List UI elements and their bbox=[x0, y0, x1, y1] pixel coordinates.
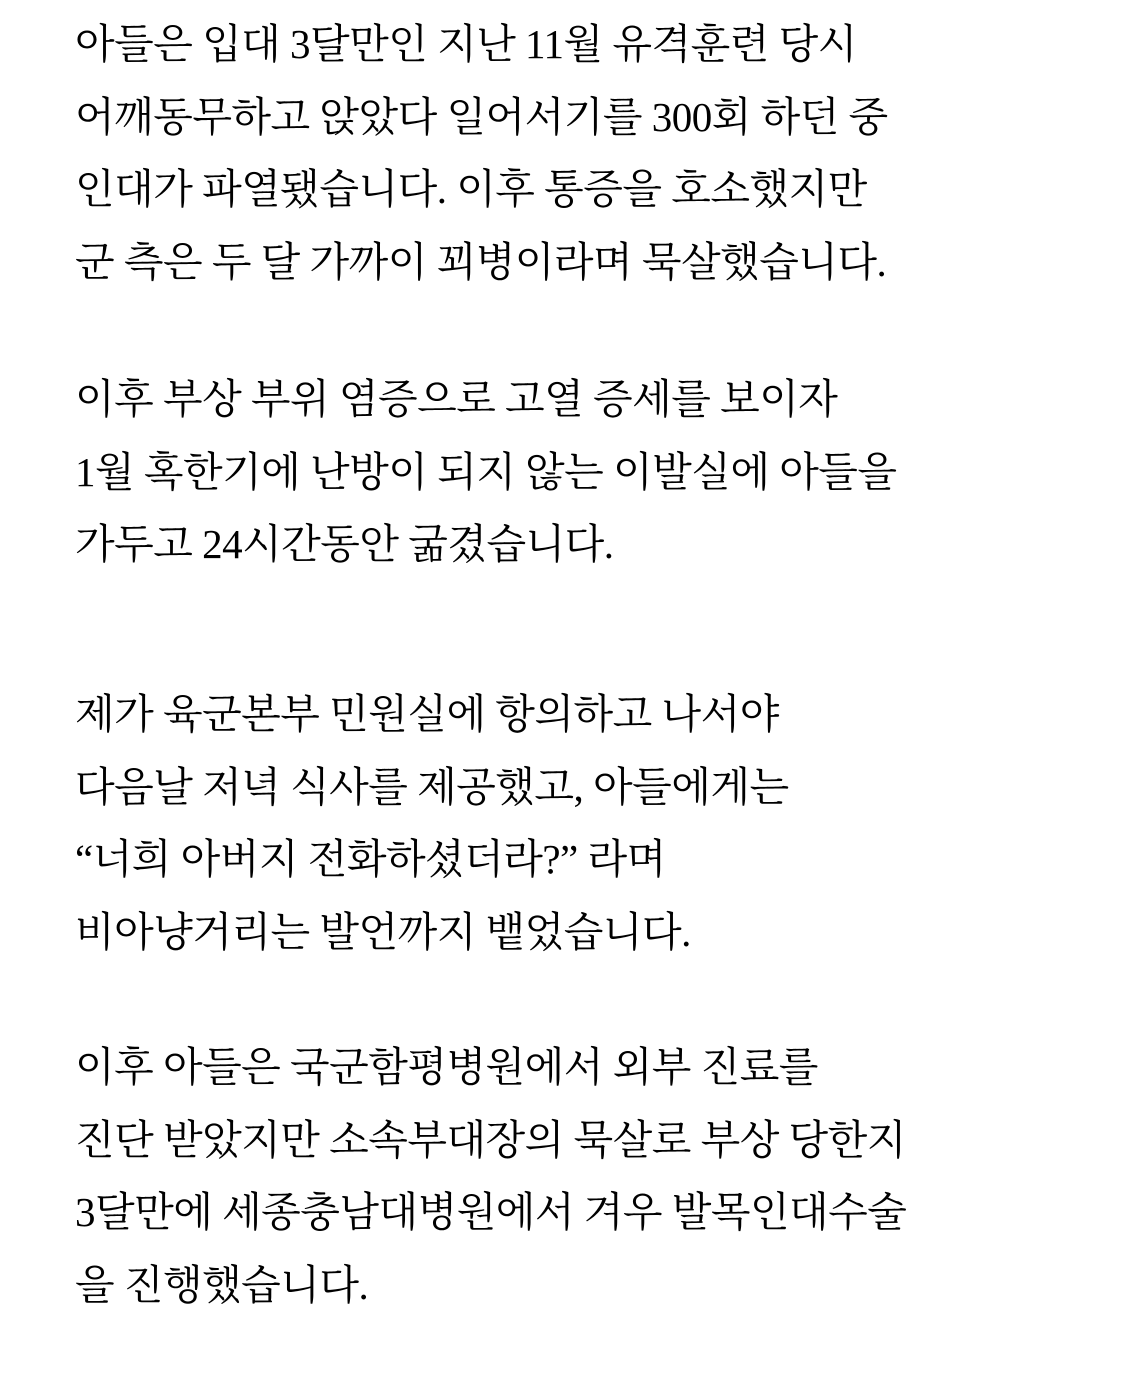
text-line: 3달만에 세종충남대병원에서 겨우 발목인대수술 bbox=[75, 1189, 907, 1235]
text-line: 이후 부상 부위 염증으로 고열 증세를 보이자 bbox=[75, 376, 838, 422]
text-line: 다음날 저녁 식사를 제공했고, 아들에게는 bbox=[75, 763, 789, 810]
paragraph-1 bbox=[75, 8, 888, 298]
text-line: 비아냥거리는 발언까지 뱉었습니다. bbox=[75, 908, 691, 955]
text-line: 인대가 파열됐습니다. 이후 통증을 호소했지만 bbox=[75, 166, 867, 212]
paragraph-4 bbox=[75, 1031, 906, 1321]
text-line: “너희 아버지 전화하셨더라?” 라며 bbox=[75, 836, 666, 882]
text-line: 을 진행했습니다. bbox=[75, 1261, 369, 1308]
text-line: 가두고 24시간동안 굶겼습니다. bbox=[75, 521, 614, 567]
text-line: 군 측은 두 달 가까이 꾀병이라며 묵살했습니다. bbox=[75, 238, 887, 285]
paragraph-3 bbox=[75, 678, 789, 968]
text-line: 진단 받았지만 소속부대장의 묵살로 부상 당한지 bbox=[75, 1116, 906, 1163]
text-line: 어깨동무하고 앉았다 일어서기를 300회 하던 중 bbox=[75, 93, 888, 140]
text-line: 제가 육군본부 민원실에 항의하고 나서야 bbox=[75, 691, 779, 737]
paragraph-2 bbox=[75, 363, 897, 581]
text-line: 아들은 입대 3달만인 지난 11월 유격훈련 당시 bbox=[75, 21, 857, 67]
text-line: 1월 혹한기에 난방이 되지 않는 이발실에 아들을 bbox=[75, 448, 897, 495]
text-line: 이후 아들은 국군함평병원에서 외부 진료를 bbox=[75, 1044, 818, 1090]
